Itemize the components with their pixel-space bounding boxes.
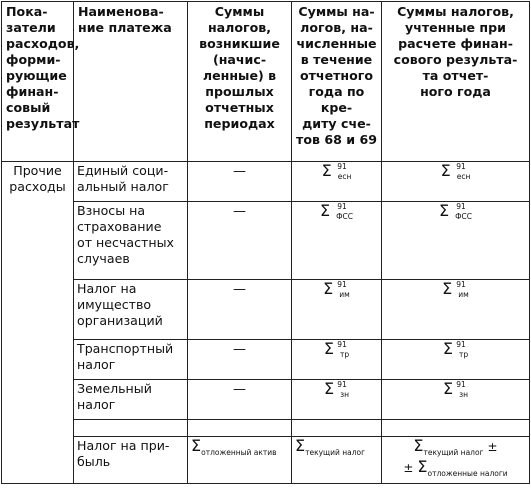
header-accounted-financial-result bbox=[382, 2, 530, 162]
sigma-symbol: Σ bbox=[191, 436, 202, 455]
header-col2-text: Суммы налогов, возникшие (начис- ленные) в прошлых отчетных периодах bbox=[199, 4, 280, 131]
prior-cell bbox=[188, 340, 292, 380]
sub: отложенный актив bbox=[201, 448, 277, 457]
payment-name-cell bbox=[74, 340, 188, 380]
header-col4-text: Суммы налогов, учтенные при расчете финан- сового результа- та отчет- ного года bbox=[393, 4, 518, 99]
dash: — bbox=[233, 282, 246, 297]
payment-name: Налог на при- быль bbox=[77, 438, 170, 469]
prior-cell bbox=[188, 202, 292, 280]
payment-name: Транспортный налог bbox=[77, 341, 174, 372]
accrued-cell bbox=[292, 380, 382, 420]
sup: 91 bbox=[337, 202, 347, 211]
payment-name: Налог на имущество организаций bbox=[77, 281, 163, 328]
prior-cell bbox=[188, 162, 292, 202]
sup: 91 bbox=[337, 280, 347, 289]
sub: текущий налог bbox=[423, 448, 484, 457]
sigma-symbol: Σ bbox=[417, 457, 428, 476]
header-col0-text: Пока- затели расходов, форми- рующие финан- совый результат bbox=[6, 4, 80, 131]
payment-name-cell bbox=[74, 437, 188, 484]
header-payment-name bbox=[74, 2, 188, 162]
empty-cell bbox=[188, 420, 292, 437]
sigma-symbol: Σ bbox=[295, 436, 306, 455]
empty-cell bbox=[292, 420, 382, 437]
sub: ФСС bbox=[455, 212, 473, 221]
dash: — bbox=[233, 164, 246, 179]
sup: 91 bbox=[456, 202, 466, 211]
sub: есн bbox=[456, 172, 471, 181]
sum-formula bbox=[322, 163, 352, 181]
dash: — bbox=[233, 342, 246, 357]
prior-cell bbox=[188, 380, 292, 420]
sigma-symbol: Σ bbox=[323, 379, 335, 398]
sum-formula bbox=[324, 341, 349, 359]
profit-tax-row bbox=[2, 437, 530, 484]
sub: им bbox=[339, 290, 350, 299]
dash: — bbox=[233, 382, 246, 397]
sum-formula bbox=[323, 281, 350, 299]
sigma-symbol: Σ bbox=[323, 279, 334, 298]
accrued-cell bbox=[292, 202, 382, 280]
sum-formula bbox=[441, 163, 471, 181]
header-prior-periods bbox=[188, 2, 292, 162]
sub: есн bbox=[337, 172, 352, 181]
empty-row bbox=[2, 420, 530, 437]
group-label: Прочие расходы bbox=[9, 163, 66, 194]
payment-name-cell bbox=[74, 280, 188, 340]
payment-name-cell bbox=[74, 162, 188, 202]
sub: отложенные налоги bbox=[427, 469, 508, 478]
sigma-symbol: Σ bbox=[440, 161, 451, 180]
accounted-cell bbox=[382, 202, 530, 280]
table-row bbox=[2, 280, 530, 340]
sum-formula bbox=[442, 281, 469, 299]
sum-formula bbox=[439, 203, 472, 221]
accounted-cell bbox=[382, 340, 530, 380]
sup: 91 bbox=[456, 280, 466, 289]
prior-cell bbox=[188, 437, 292, 484]
empty-cell bbox=[382, 420, 530, 437]
sigma-symbol: Σ bbox=[442, 379, 454, 398]
accounted-cell bbox=[382, 162, 530, 202]
sup: 91 bbox=[456, 380, 466, 389]
plus-minus: ± bbox=[487, 440, 498, 454]
sum-formula-line1 bbox=[385, 438, 526, 461]
plus-minus: ± bbox=[403, 461, 414, 475]
sum-formula-line2 bbox=[385, 459, 526, 482]
header-col1-text: Наименова- ние платежа bbox=[78, 4, 172, 35]
accounted-cell bbox=[382, 380, 530, 420]
table-row bbox=[2, 162, 530, 202]
sup: 91 bbox=[456, 162, 466, 171]
accrued-cell bbox=[292, 162, 382, 202]
prior-cell bbox=[188, 280, 292, 340]
sub: ФСС bbox=[336, 212, 354, 221]
sum-formula bbox=[443, 381, 468, 399]
sigma-symbol: Σ bbox=[323, 339, 334, 358]
accrued-cell bbox=[292, 280, 382, 340]
sub: зн bbox=[340, 390, 349, 399]
header-col3-text: Суммы на- логов, на- численные в течение отчетного года по кре- диту сче- тов 68 и 69 bbox=[296, 4, 377, 147]
sum-formula bbox=[443, 341, 468, 359]
payment-name: Земельный налог bbox=[77, 381, 152, 412]
sum-formula bbox=[320, 203, 353, 221]
payment-name-cell bbox=[74, 202, 188, 280]
sub: тр bbox=[458, 350, 469, 359]
table-row bbox=[2, 202, 530, 280]
accrued-cell bbox=[292, 437, 382, 484]
empty-cell bbox=[74, 420, 188, 437]
sigma-symbol: Σ bbox=[319, 201, 331, 220]
sup: 91 bbox=[456, 340, 466, 349]
payment-name-cell bbox=[74, 380, 188, 420]
tax-table bbox=[1, 1, 530, 484]
sub: им bbox=[458, 290, 469, 299]
sigma-symbol: Σ bbox=[413, 436, 424, 455]
sup: 91 bbox=[337, 340, 347, 349]
table-row bbox=[2, 380, 530, 420]
table-row bbox=[2, 340, 530, 380]
sigma-symbol: Σ bbox=[438, 201, 450, 220]
header-expense-indicators bbox=[2, 2, 80, 162]
sigma-symbol: Σ bbox=[442, 279, 453, 298]
payment-name: Единый соци- альный налог bbox=[77, 163, 169, 194]
payment-name: Взносы на страхование от несчастных случаев bbox=[77, 203, 174, 266]
accounted-cell bbox=[382, 280, 530, 340]
header-accrued-current-year bbox=[292, 2, 382, 162]
sum-formula bbox=[324, 381, 349, 399]
sum-formula bbox=[191, 438, 277, 461]
sub: зн bbox=[459, 390, 468, 399]
sub: текущий налог bbox=[305, 448, 366, 457]
accrued-cell bbox=[292, 340, 382, 380]
sigma-symbol: Σ bbox=[442, 339, 453, 358]
sub: тр bbox=[339, 350, 350, 359]
accounted-cell bbox=[382, 437, 530, 484]
sigma-symbol: Σ bbox=[321, 161, 332, 180]
sup: 91 bbox=[337, 380, 347, 389]
dash: — bbox=[233, 204, 246, 219]
sup: 91 bbox=[337, 162, 347, 171]
sum-formula bbox=[295, 438, 365, 461]
group-label-cell bbox=[2, 162, 74, 484]
header-row bbox=[2, 2, 530, 162]
